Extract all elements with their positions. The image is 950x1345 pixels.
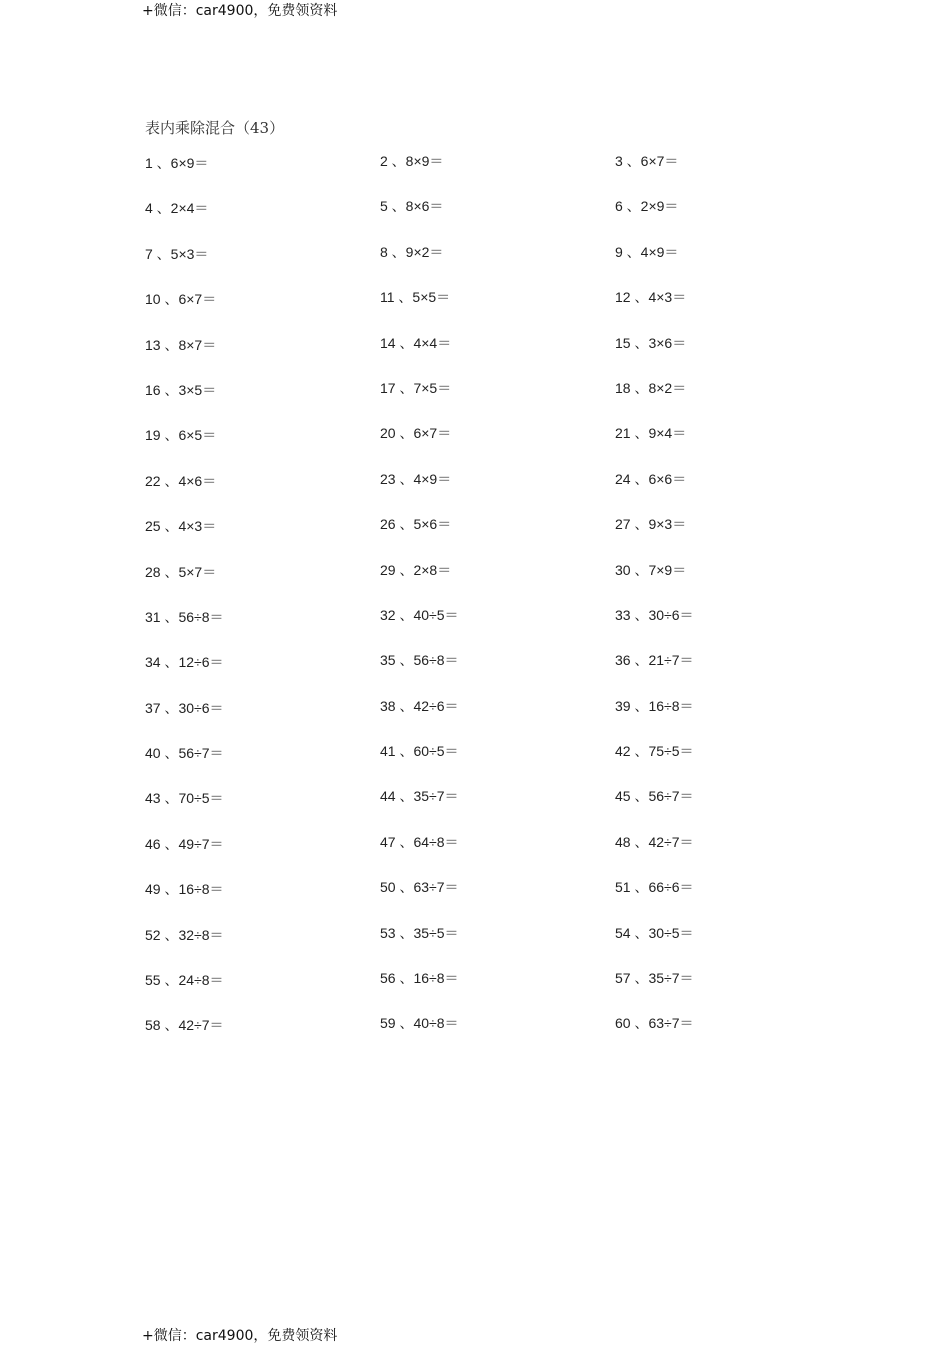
problem-item: 53 、35÷5＝	[380, 924, 459, 941]
problem-item: 48 、42÷7＝	[615, 833, 694, 850]
problem-item: 7 、5×3＝	[145, 245, 209, 262]
problem-item: 56 、16÷8＝	[380, 970, 459, 987]
problem-item: 8 、9×2＝	[380, 243, 444, 260]
problem-item: 20 、6×7＝	[380, 425, 452, 442]
problem-item: 36 、21÷7＝	[615, 652, 694, 669]
problem-item: 22 、4×6＝	[145, 472, 217, 489]
problem-item: 17 、7×5＝	[380, 379, 452, 396]
problem-item: 13 、8×7＝	[145, 336, 217, 353]
problem-item: 55 、24÷8＝	[145, 972, 224, 989]
problem-item: 34 、12÷6＝	[145, 654, 224, 671]
footer-note: +微信：car4900，免费领资料	[142, 1328, 338, 1344]
problem-item: 10 、6×7＝	[145, 291, 217, 308]
problem-item: 45 、56÷7＝	[615, 788, 694, 805]
problem-item: 4 、2×4＝	[145, 200, 209, 217]
problem-item: 14 、4×4＝	[380, 334, 452, 351]
problem-item: 27 、9×3＝	[615, 516, 687, 533]
problem-item: 25 、4×3＝	[145, 518, 217, 535]
problem-item: 30 、7×9＝	[615, 561, 687, 578]
problem-item: 3 、6×7＝	[615, 153, 679, 169]
problem-item: 28 、5×7＝	[145, 563, 217, 580]
problem-item: 33 、30÷6＝	[615, 606, 694, 623]
problem-item: 46 、49÷7＝	[145, 835, 224, 852]
problem-item: 2 、8×9＝	[380, 153, 444, 169]
problem-item: 43 、70÷5＝	[145, 790, 224, 807]
problem-item: 16 、3×5＝	[145, 381, 217, 398]
header-note: +微信：car4900，免费领资料	[142, 3, 338, 19]
problem-item: 47 、64÷8＝	[380, 833, 459, 850]
problem-item: 6 、2×9＝	[615, 198, 679, 215]
problem-item: 39 、16÷8＝	[615, 697, 694, 714]
problem-item: 60 、63÷7＝	[615, 1015, 694, 1032]
problem-item: 19 、6×5＝	[145, 427, 217, 444]
problem-item: 5 、8×6＝	[380, 198, 444, 215]
problem-item: 50 、63÷7＝	[380, 879, 459, 896]
problem-item: 38 、42÷6＝	[380, 697, 459, 714]
problem-item: 23 、4×9＝	[380, 470, 452, 487]
problem-item: 57 、35÷7＝	[615, 970, 694, 987]
problem-item: 35 、56÷8＝	[380, 652, 459, 669]
problem-item: 52 、32÷8＝	[145, 926, 224, 943]
problem-grid	[145, 150, 845, 1058]
problem-item: 58 、42÷7＝	[145, 1017, 224, 1034]
problem-item: 11 、5×5＝	[380, 289, 451, 306]
problem-item: 9 、4×9＝	[615, 243, 679, 260]
problem-item: 51 、66÷6＝	[615, 879, 694, 896]
problem-item: 24 、6×6＝	[615, 470, 687, 487]
problem-item: 32 、40÷5＝	[380, 606, 459, 623]
problem-item: 49 、16÷8＝	[145, 881, 224, 898]
problem-item: 31 、56÷8＝	[145, 608, 224, 625]
problem-item: 40 、56÷7＝	[145, 745, 224, 762]
problem-item: 37 、30÷6＝	[145, 699, 224, 716]
problem-item: 41 、60÷5＝	[380, 743, 459, 760]
problem-item: 12 、4×3＝	[615, 289, 687, 306]
problem-item: 29 、2×8＝	[380, 561, 452, 578]
problem-item: 54 、30÷5＝	[615, 924, 694, 941]
problem-item: 15 、3×6＝	[615, 334, 687, 351]
problem-item: 21 、9×4＝	[615, 425, 687, 442]
problem-item: 18 、8×2＝	[615, 379, 687, 396]
problem-item: 59 、40÷8＝	[380, 1015, 459, 1032]
problem-item: 1 、6×9＝	[145, 155, 209, 171]
problem-item: 42 、75÷5＝	[615, 743, 694, 760]
problem-item: 44 、35÷7＝	[380, 788, 459, 805]
worksheet-title: 表内乘除混合（43）	[145, 119, 285, 137]
problem-item: 26 、5×6＝	[380, 516, 452, 533]
